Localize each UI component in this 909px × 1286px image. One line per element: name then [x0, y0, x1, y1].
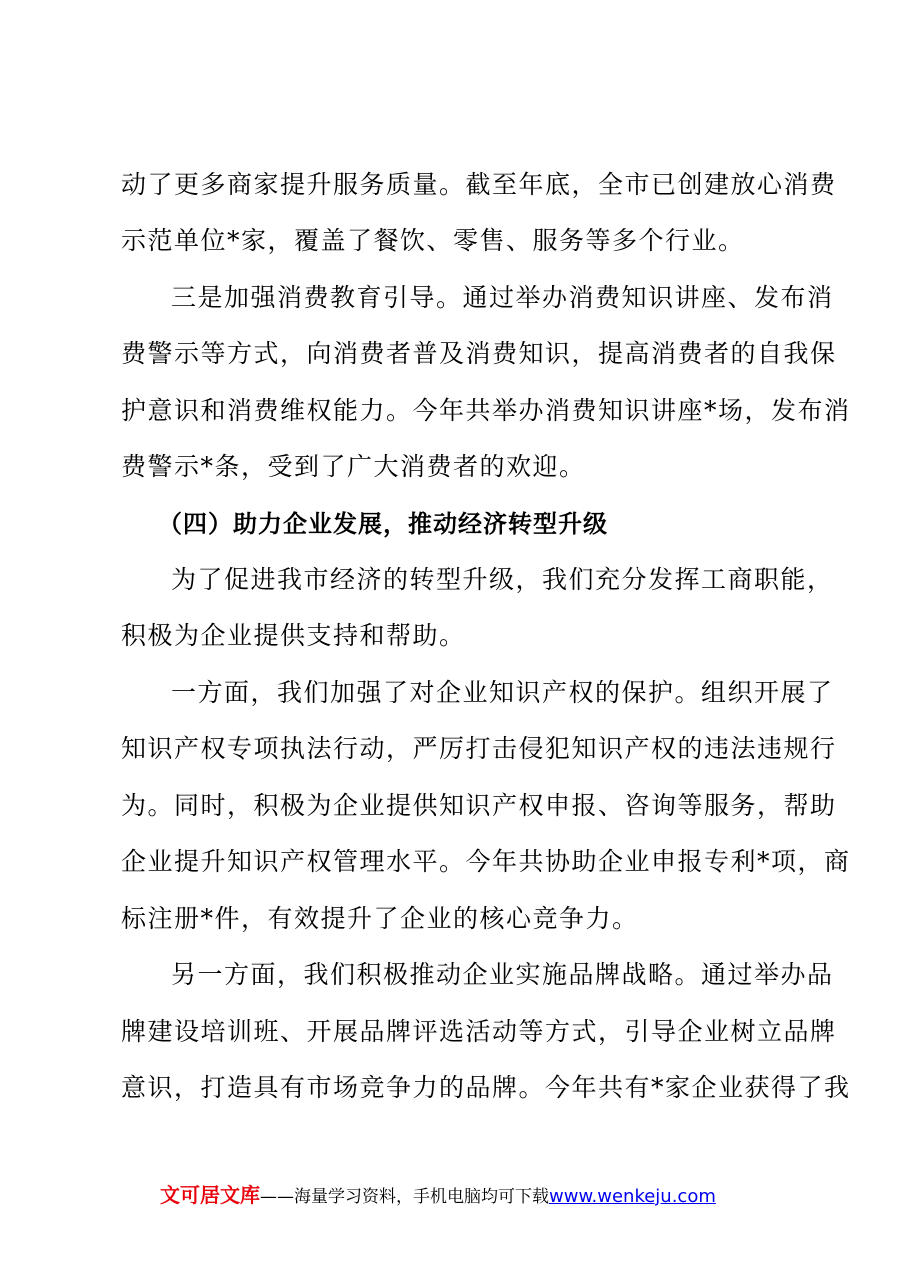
paragraph-start-line: 一方面，我们加强了对企业知识产权的保护。组织开展了 — [171, 678, 834, 707]
body-text-line: 知识产权专项执法行动，严厉打击侵犯知识产权的违法违规行 — [121, 734, 837, 763]
footer-banner — [160, 1181, 716, 1211]
body-text-line: 积极为企业提供支持和帮助。 — [121, 621, 466, 650]
body-text-line: 意识，打造具有市场竞争力的品牌。今年共有*家企业获得了我 — [121, 1073, 851, 1102]
paragraph-start-line: 另一方面，我们积极推动企业实施品牌战略。通过举办品 — [171, 960, 834, 989]
paragraph-start-line: 为了促进我市经济的转型升级，我们充分发挥工商职能， — [171, 565, 834, 594]
body-text-line: 费警示*条，受到了广大消费者的欢迎。 — [121, 452, 586, 481]
brand-name: 文可居文库 — [160, 1183, 260, 1207]
body-text-line: 费警示等方式，向消费者普及消费知识，提高消费者的自我保 — [121, 339, 837, 368]
body-text-line: 为。同时，积极为企业提供知识产权申报、咨询等服务，帮助 — [121, 791, 837, 820]
footer-slogan: ——海量学习资料，手机电脑均可下载 — [260, 1187, 549, 1207]
website-link[interactable]: www.wenkeju.com — [549, 1186, 716, 1207]
body-text-line: 护意识和消费维权能力。今年共举办消费知识讲座*场，发布消 — [121, 396, 851, 425]
body-text-line: 企业提升知识产权管理水平。今年共协助企业申报专利*项，商 — [121, 847, 851, 876]
body-text-line: 牌建设培训班、开展品牌评选活动等方式，引导企业树立品牌 — [121, 1017, 837, 1046]
body-text-line: 示范单位*家，覆盖了餐饮、零售、服务等多个行业。 — [121, 226, 745, 255]
body-text-line: 动了更多商家提升服务质量。截至年底，全市已创建放心消费 — [121, 170, 837, 199]
section-heading: （四）助力企业发展，推动经济转型升级 — [158, 510, 608, 538]
body-text-line: 标注册*件，有效提升了企业的核心竞争力。 — [121, 904, 639, 933]
paragraph-start-line: 三是加强消费教育引导。通过举办消费知识讲座、发布消 — [171, 283, 834, 312]
